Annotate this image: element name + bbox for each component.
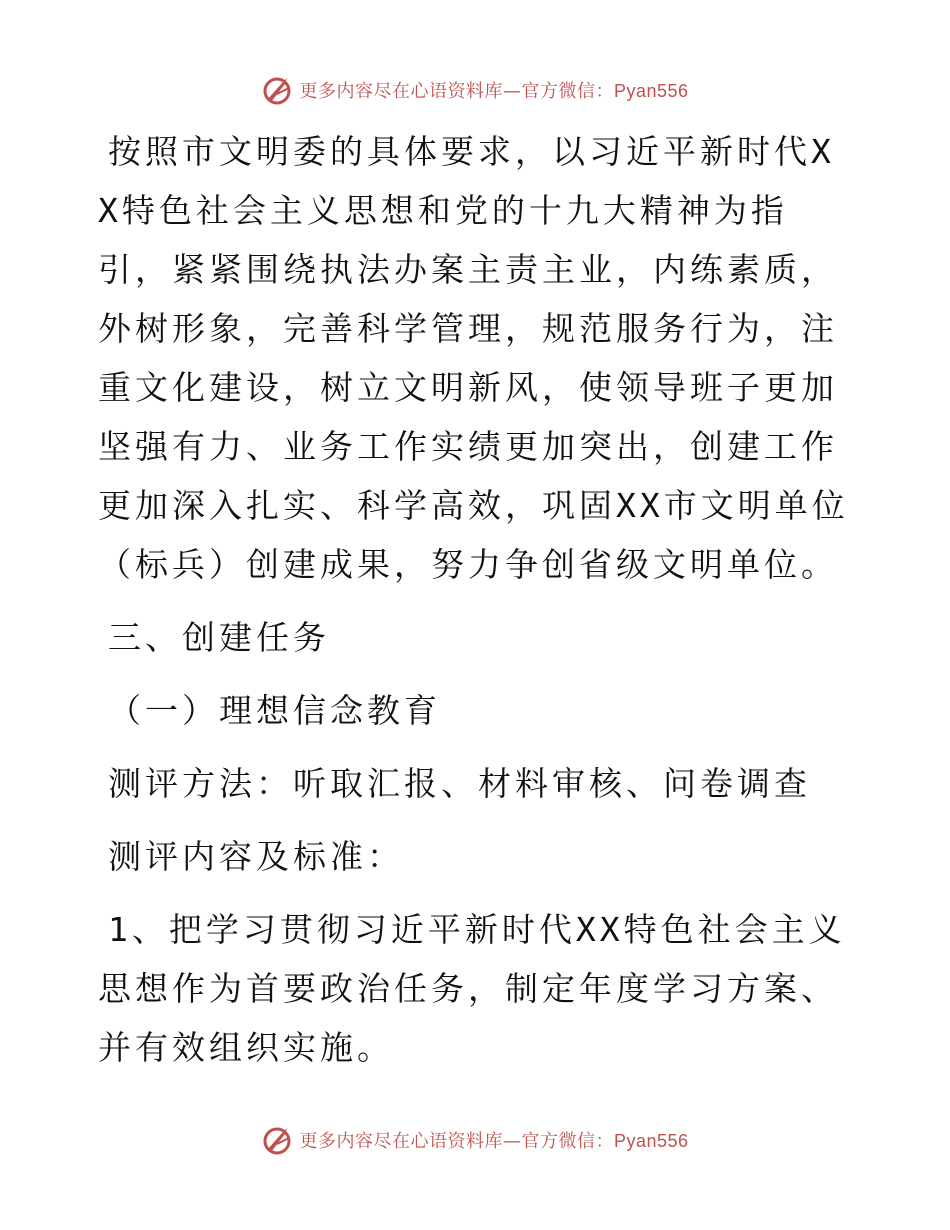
header-watermark: [0, 72, 950, 108]
watermark-contact: Pyan556: [613, 1131, 689, 1151]
subsection-heading-ideals: （一）理想信念教育: [108, 691, 441, 730]
footer-watermark: [0, 1122, 950, 1158]
watermark-text: [299, 1127, 688, 1153]
watermark-contact: Pyan556: [613, 81, 689, 101]
watermark-label: 更多内容尽在心语资料库—官方微信：: [299, 1131, 614, 1152]
watermark-text: [299, 77, 688, 103]
section-heading-tasks: 三、创建任务: [108, 618, 330, 657]
evaluation-method: 测评方法：听取汇报、材料审核、问卷调查: [108, 764, 811, 803]
quill-seal-icon: [261, 74, 293, 106]
paragraph-guiding-principle: 按照市文明委的具体要求，以习近平新时代XX特色社会主义思想和党的十九大精神为指引，紧紧围绕执法办案主责主业，内练素质，外树形象，完善科学管理，规范服务行为，注重文化建设，树立文明新风，使领导班子更加坚强有力、业务工作实绩更加突出，创建工作更加深入扎实、科学高效，巩固XX市文明单位（标兵）创建成果，努力争创省级文明单位。: [98, 132, 849, 584]
watermark-label: 更多内容尽在心语资料库—官方微信：: [299, 81, 614, 102]
criterion-item-1: 1、把学习贯彻习近平新时代XX特色社会主义思想作为首要政治任务，制定年度学习方案、并有效组织实施。: [98, 910, 846, 1067]
evaluation-criteria-label: 测评内容及标准：: [108, 837, 404, 876]
document-body: [98, 122, 858, 1077]
quill-seal-icon: [261, 1124, 293, 1156]
